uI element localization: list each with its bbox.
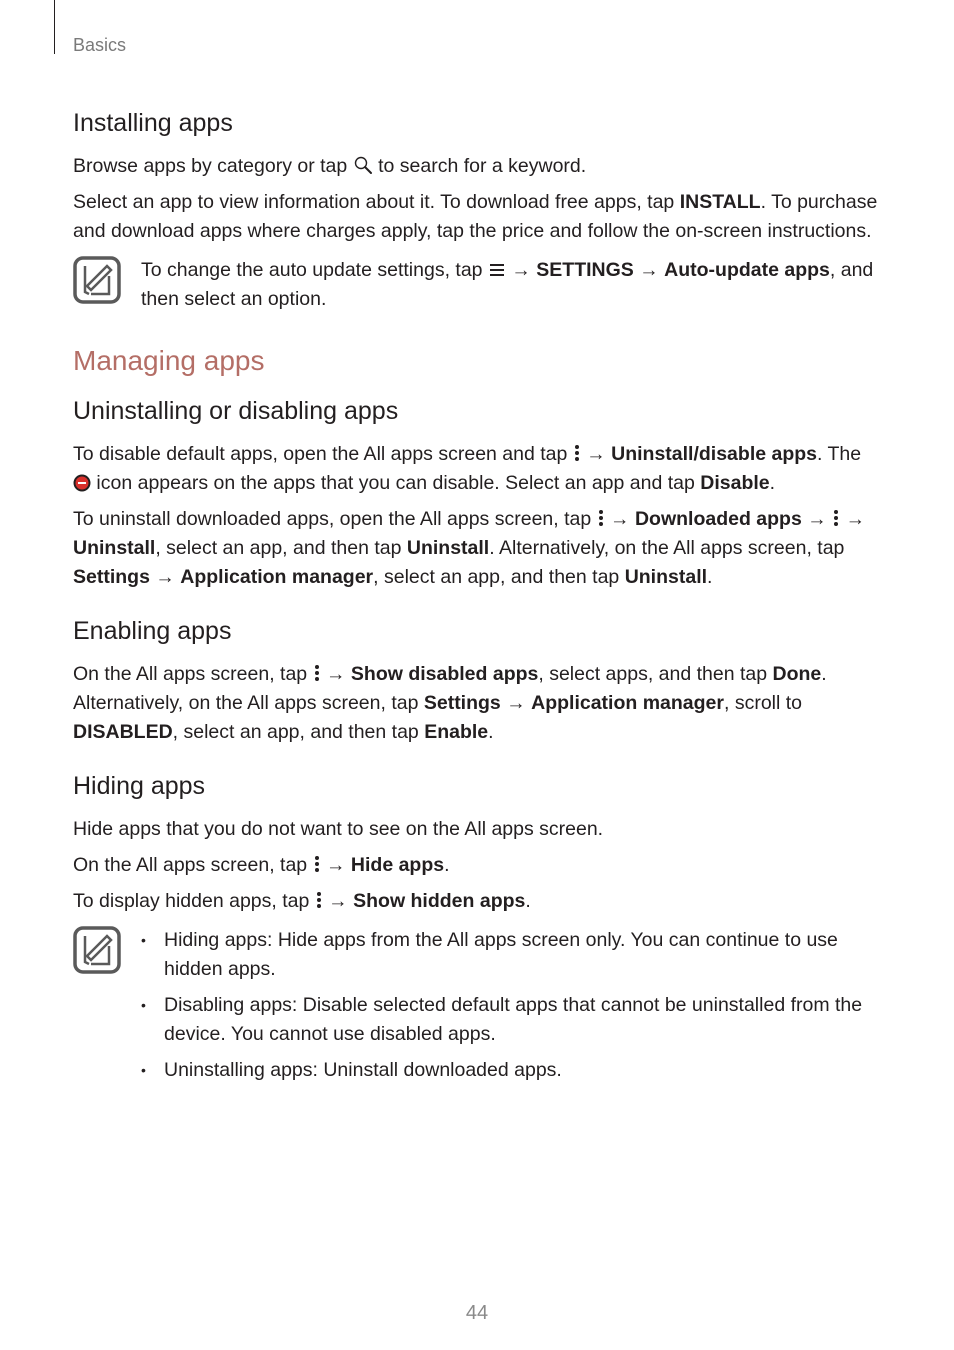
section-uninstalling bbox=[73, 396, 883, 592]
heading-managing-apps: Managing apps bbox=[73, 345, 265, 376]
more-options-icon bbox=[597, 508, 605, 528]
running-header: Basics bbox=[73, 35, 127, 55]
list-item: • Hiding apps: Hide apps from the All apps screen only. You can continue to use hidden apps. bbox=[141, 926, 883, 984]
heading-hiding: Hiding apps bbox=[73, 771, 206, 800]
paragraph-enabling: On the All apps screen, tap → Show disabled apps, select apps, and then tap Done. Alternatively, on the All apps screen, tap Settings → Application manager, scroll to DISABLED, select an app, and then tap Enable. bbox=[73, 662, 827, 743]
note-auto-update-text: To change the auto update settings, tap → SETTINGS → Auto-update apps, and then select an option. bbox=[141, 259, 874, 310]
page-number: 44 bbox=[465, 1302, 489, 1324]
page-content bbox=[73, 108, 883, 1116]
heading-enabling: Enabling apps bbox=[73, 616, 232, 645]
note-icon bbox=[73, 926, 121, 974]
list-item: • Disabling apps: Disable selected default apps that cannot be uninstalled from the device. You cannot use disabled apps. bbox=[141, 991, 883, 1049]
paragraph-show-hidden: To display hidden apps, tap → Show hidden apps. bbox=[73, 889, 531, 912]
heading-uninstalling: Uninstalling or disabling apps bbox=[73, 396, 399, 425]
paragraph-uninstall-downloaded: To uninstall downloaded apps, open the All apps screen, tap → Downloaded apps → → Uninstall, select an app, and then tap Uninstall. Alternatively, on the All apps screen, tap Settings → Application manager, select an app, and then tap Uninstall. bbox=[73, 507, 866, 588]
section-installing-apps bbox=[73, 108, 883, 314]
disable-badge-icon bbox=[73, 474, 91, 492]
paragraph-hide-steps: On the All apps screen, tap → Hide apps. bbox=[73, 853, 450, 876]
more-options-icon bbox=[573, 443, 581, 463]
note-bullet-list bbox=[141, 926, 883, 1092]
menu-icon bbox=[488, 261, 506, 279]
note-icon bbox=[73, 256, 121, 304]
search-icon bbox=[353, 155, 373, 175]
more-options-icon bbox=[313, 854, 321, 874]
paragraph-browse: Browse apps by category or tap to search for a keyword. bbox=[73, 155, 587, 177]
more-options-icon bbox=[832, 508, 840, 528]
note-hiding bbox=[73, 926, 883, 1092]
note-auto-update bbox=[73, 256, 883, 314]
section-hiding bbox=[73, 771, 883, 1092]
paragraph-hide-intro: Hide apps that you do not want to see on the All apps screen. bbox=[73, 817, 604, 840]
more-options-icon bbox=[315, 890, 323, 910]
paragraph-disable-default: To disable default apps, open the All apps screen and tap → Uninstall/disable apps. The icon appears on the apps that you can disable. Select an app and tap Disable. bbox=[73, 442, 862, 494]
header-rule bbox=[54, 0, 55, 54]
section-enabling bbox=[73, 616, 883, 747]
paragraph-select-app: Select an app to view information about it. To download free apps, tap INSTALL. To purchase and download apps where charges apply, tap the price and follow the on-screen instructions. bbox=[73, 191, 878, 242]
list-item: • Uninstalling apps: Uninstall downloaded apps. bbox=[141, 1056, 883, 1085]
more-options-icon bbox=[313, 663, 321, 683]
heading-installing-apps: Installing apps bbox=[73, 109, 233, 137]
